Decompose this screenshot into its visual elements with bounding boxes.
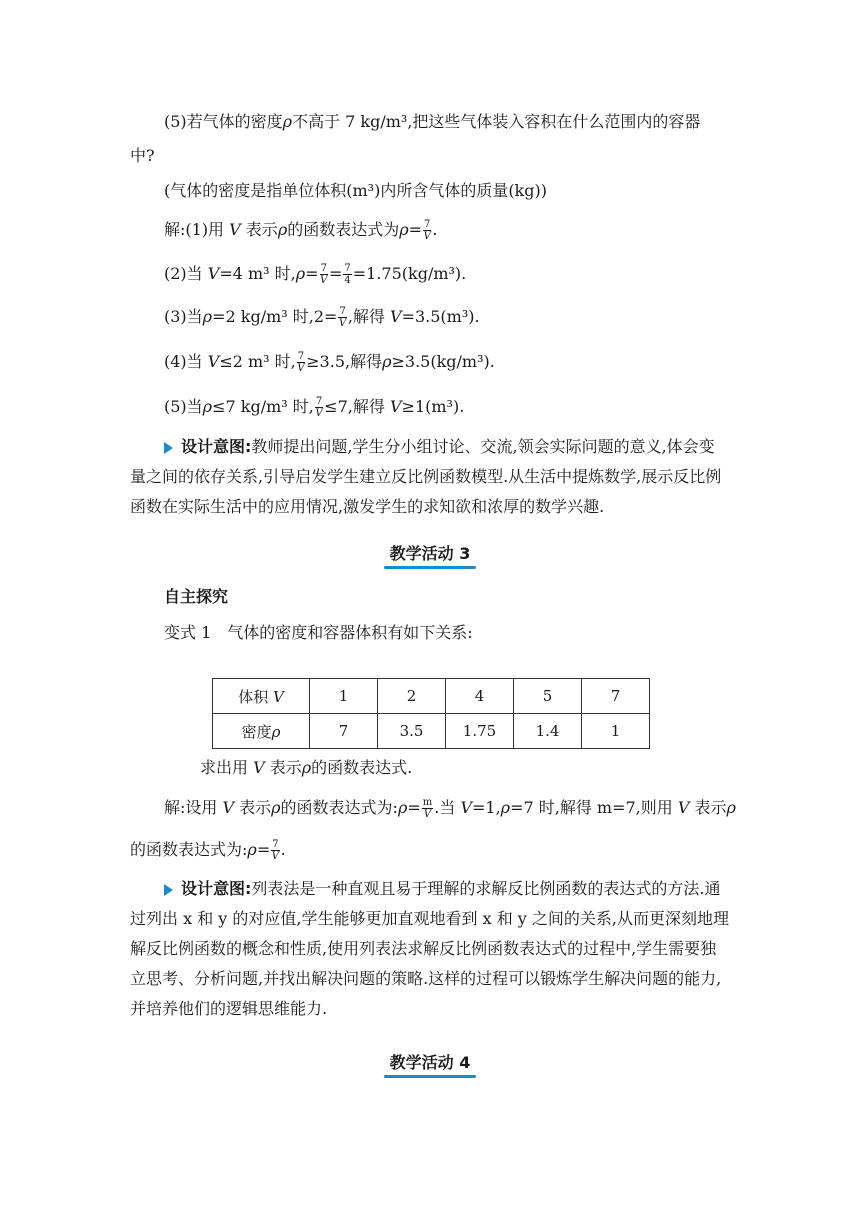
solution-3 xyxy=(164,305,480,329)
activity-4-heading xyxy=(0,1050,860,1078)
table-row xyxy=(213,679,650,714)
row-header xyxy=(213,679,310,714)
table-cell: 1.4 xyxy=(514,714,582,749)
var: V xyxy=(229,220,241,239)
fraction xyxy=(422,797,433,820)
activity-title: 教学活动 4 xyxy=(384,1050,477,1078)
text: ≥3.5,解得 xyxy=(306,352,383,371)
text: 体积 xyxy=(238,687,273,706)
text: =1, xyxy=(472,798,501,817)
design-intent-label: 设计意图: xyxy=(181,437,252,456)
numerator: 7 xyxy=(424,219,431,230)
fraction xyxy=(320,263,328,286)
design-intent-text: 教师提出问题,学生分小组讨论、交流,领会实际问题的意义,体会变量之间的依存关系,引导启发学生建立反比例函数模型.从生活中提炼数学,展示反比例函数在实际生活中的应用情况,激发学生的求知欲和浓厚的数学兴趣. xyxy=(130,437,722,516)
table-cell: 5 xyxy=(514,679,582,714)
var: ρ xyxy=(382,352,392,371)
activity-3-heading xyxy=(0,541,860,569)
text: .当 xyxy=(434,798,461,817)
var: V xyxy=(253,758,265,777)
var: ρ xyxy=(282,112,293,131)
var: ρ xyxy=(397,798,408,817)
fraction xyxy=(343,263,351,286)
numerator: 7 xyxy=(339,306,346,317)
design-intent-2 xyxy=(130,874,730,1024)
denominator: V xyxy=(423,231,431,242)
design-intent-label: 设计意图: xyxy=(181,879,252,898)
var: ρ xyxy=(301,758,312,777)
text: 解:设用 xyxy=(164,798,223,817)
explore-title: 自主探究 xyxy=(164,587,229,606)
var: ρ xyxy=(500,798,511,817)
text: 不高于 7 kg/m³,把这些气体装入容积在什么范围内的容器 xyxy=(292,112,701,131)
text: ,解得 xyxy=(347,307,390,326)
solution-5 xyxy=(164,395,464,419)
numerator: 7 xyxy=(272,839,279,850)
numerator: m xyxy=(422,797,433,808)
solution-2 xyxy=(164,262,466,286)
var: ρ xyxy=(247,840,257,859)
variant-answer-line1 xyxy=(164,796,736,820)
var: ρ xyxy=(202,307,213,326)
denominator: V xyxy=(339,318,347,329)
numerator: 7 xyxy=(315,396,323,407)
text: = xyxy=(407,798,421,817)
var: V xyxy=(460,798,472,817)
triangle-marker-icon xyxy=(164,442,173,454)
var: V xyxy=(207,264,220,283)
design-intent-text: 列表法是一种直观且易于理解的求解反比例函数的表达式的方法.通过列出 x 和 y 的对应值,学生能够更加直观地看到 x 和 y 之间的关系,从而更深刻地理解反比例函数的概念和性质,使用列表法求解反比例函数表达式的过程中,学生需要独立思考、分析问题,并找出解决问题的策略.这样的过程可以锻炼学生解决问题的能力,并培养他们的逻辑思维能力. xyxy=(130,879,729,1018)
solution-4 xyxy=(164,350,495,374)
text: =7 时,解得 m=7,则用 xyxy=(510,798,678,817)
variant-question xyxy=(200,756,412,780)
var: ρ xyxy=(271,798,281,817)
table-cell: 1.75 xyxy=(446,714,514,749)
denominator: V xyxy=(297,363,305,374)
table-row xyxy=(213,714,650,749)
text: = xyxy=(256,840,271,859)
text: 解:(1)用 xyxy=(164,220,230,239)
text: ≥3.5(kg/m³). xyxy=(391,352,495,371)
volume-density-table xyxy=(212,678,650,749)
table-cell: 2 xyxy=(378,679,446,714)
text: (3)当 xyxy=(164,307,203,326)
text: 表示 xyxy=(234,798,272,817)
denominator: V xyxy=(423,809,432,820)
note: (气体的密度是指单位体积(m³)内所含气体的质量(kg)) xyxy=(164,181,547,200)
fraction xyxy=(315,396,323,419)
numerator: 7 xyxy=(320,263,327,274)
triangle-marker-icon xyxy=(164,884,173,896)
design-intent-1 xyxy=(130,432,730,522)
question-5 xyxy=(164,110,700,134)
var: ρ xyxy=(271,722,281,741)
text: 的函数表达式为 xyxy=(287,220,400,239)
var: ρ xyxy=(399,220,409,239)
text: 的函数表达式为: xyxy=(280,798,398,817)
text: (4)当 xyxy=(164,352,208,371)
fraction xyxy=(338,306,346,329)
var: V xyxy=(677,798,690,817)
var: V xyxy=(207,352,220,371)
text: = xyxy=(408,220,423,239)
text: ≤2 m³ 时, xyxy=(219,352,296,371)
text: (5)若气体的密度 xyxy=(164,112,283,131)
var: ρ xyxy=(726,798,736,817)
var: ρ xyxy=(202,397,213,416)
text: . xyxy=(432,220,438,239)
var: V xyxy=(389,397,402,416)
text: . xyxy=(280,840,286,859)
var: ρ xyxy=(295,264,306,283)
text: 表示 xyxy=(240,220,278,239)
row-header xyxy=(213,714,310,749)
fraction xyxy=(297,351,305,374)
text: (5)当 xyxy=(164,397,203,416)
table-cell: 7 xyxy=(582,679,650,714)
text: ≥1(m³). xyxy=(401,397,465,416)
table-cell: 7 xyxy=(310,714,378,749)
denominator: 4 xyxy=(344,275,351,286)
denominator: V xyxy=(320,275,328,286)
activity-title: 教学活动 3 xyxy=(384,541,477,569)
denominator: V xyxy=(315,408,323,419)
text: 表示 xyxy=(264,758,302,777)
variant-answer-line2 xyxy=(130,838,286,862)
variant-1: 变式 1 气体的密度和容器体积有如下关系: xyxy=(164,623,473,642)
text: =1.75(kg/m³). xyxy=(352,264,467,283)
text: =4 m³ 时, xyxy=(219,264,296,283)
denominator: V xyxy=(271,851,280,862)
text: 表示 xyxy=(689,798,727,817)
text: = xyxy=(305,264,319,283)
solution-1 xyxy=(164,218,438,242)
var: V xyxy=(272,687,284,706)
table-cell: 1 xyxy=(582,714,650,749)
var: ρ xyxy=(277,220,288,239)
fraction xyxy=(271,839,279,862)
text: 的函数表达式. xyxy=(311,758,413,777)
question-5-cont: 中? xyxy=(130,146,155,165)
table-cell: 3.5 xyxy=(378,714,446,749)
text: 密度 xyxy=(241,722,272,741)
text: =2 kg/m³ 时,2= xyxy=(212,307,338,326)
text: =3.5(m³). xyxy=(401,307,480,326)
table-cell: 4 xyxy=(446,679,514,714)
text: ≤7 kg/m³ 时, xyxy=(212,397,314,416)
text: = xyxy=(328,264,343,283)
text: 的函数表达式为: xyxy=(130,840,248,859)
var: V xyxy=(222,798,235,817)
numerator: 7 xyxy=(344,263,351,274)
numerator: 7 xyxy=(297,351,305,362)
var: V xyxy=(390,307,402,326)
text: (2)当 xyxy=(164,264,208,283)
text: ≤7,解得 xyxy=(324,397,390,416)
text: 求出用 xyxy=(200,758,254,777)
fraction xyxy=(423,219,431,242)
table-cell: 1 xyxy=(310,679,378,714)
